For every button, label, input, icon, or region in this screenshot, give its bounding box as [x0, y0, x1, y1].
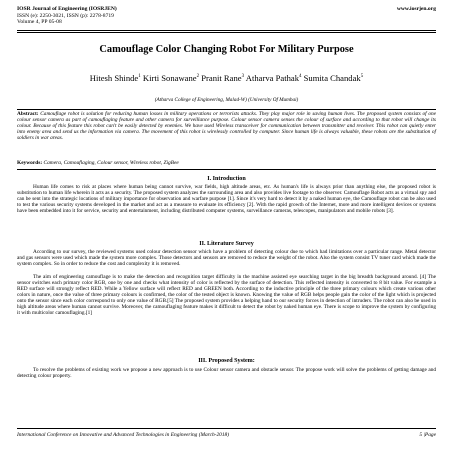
abstract — [17, 112, 436, 142]
intro-paragraph: Human life comes to risk at places where human being cannot survive, war fields, high altitude areas, etc. As human's life is always prior than anything else, the proposed robot is substitution to human life wherein it acts as a security. The proposed system analyzes the surrounding area and also provides live footage to the observer. Camouflage Robot acts as a virtual spy and can be sent into the strategic locations of military importance for observation and warfare purpose [1]. Since it's very hard to detect it by a naked human eye, the Camouflage robot can be also used to test the various security systems developed in the market and act as a measure to evaluate its efficiency [2]. With the rapid growth of the Internet, more and more intelligent devices or systems have been embedded into it for service, security and entertainment, including distributed computer systems, surveillance cameras, telescopes, manipulators and mobile robots [3]. — [17, 184, 436, 215]
journal-website[interactable]: www.iosrjen.org — [396, 6, 436, 12]
page-number: 5 |Page — [419, 432, 436, 438]
author-mark: 2 — [196, 74, 200, 79]
journal-volume: Volume 4, PP 05-08 — [17, 19, 62, 26]
author-mark: 5 — [360, 74, 364, 79]
footer-conference: International Conference on Innovative and Advanced Technologies in Engineering (March-2018) — [17, 432, 230, 438]
journal-issn: ISSN (e): 2250-3021, ISSN (p): 2278-8719 — [17, 12, 114, 19]
footer-rule — [17, 428, 436, 429]
proposed-system-paragraph: To resolve the problems of existing work we propose a new approach is to use Colour sensor camera and obstacle sensor. The propose work will solve the problems of getting damage and detecting colour property. — [17, 367, 436, 380]
author-mark: 3 — [241, 74, 245, 79]
author-mark: 1 — [138, 74, 141, 79]
affiliation: (Atharva College of Engineering, Malad-W) (University Of Mumbai) — [154, 97, 299, 103]
author-name: Kirti Sonawane — [142, 72, 197, 83]
keywords-text: Camera, Camouflaging, Colour sensor, Wireless robot, ZigBee — [43, 160, 179, 166]
author-mark: 4 — [299, 74, 302, 79]
section-heading-introduction: I. Introduction — [207, 176, 246, 182]
author-name: Hitesh Shinde — [89, 72, 139, 83]
section-heading-proposed-system: III. Proposed System: — [198, 358, 255, 364]
abstract-rule-bottom — [17, 169, 436, 170]
author-list — [60, 72, 393, 83]
journal-header — [17, 6, 436, 26]
author-name: Atharva Pathak — [245, 72, 299, 83]
abstract-text: Camouflage robot is solution for reducing human losses in military operations or terrorists attacks. They play major role in saving human lives. The proposed system consists of one colour sensor camera as part of camouflaging feature and other camera for surveillance purpose. Colour sensor camera senses the colour of surface and according to that robot will change its colour. Because of this feature this robot can't be easily detected by enemies. We have used Wireless transceiver for communication between transmitter and receiver. This robot can quietly enter into enemy area and send us the information via camera. The movement of this robot is wirelessly controlled by computer. Since human life is always valuable, these robots are the substitution of soldiers in war areas. — [17, 111, 436, 141]
abstract-label: Abstract: — [17, 111, 39, 117]
section-heading-literature-survey: II. Literature Survey — [199, 241, 254, 247]
header-rule-double — [17, 32, 436, 33]
keywords-label: Keywords: — [17, 160, 43, 166]
journal-name: IOSR Journal of Engineering (IOSRJEN) — [17, 6, 117, 12]
page-footer — [17, 432, 436, 438]
paper-title: Camouflage Color Changing Robot For Military Purpose — [99, 44, 354, 55]
keywords — [17, 160, 436, 166]
abstract-rule-top — [17, 109, 436, 110]
author-name: Sumita Chandak — [303, 72, 361, 83]
literature-paragraph-2: The aim of engineering camouflage is to make the detection and recognition target difficulty in the machine assisted eye searching target in the big breadth background around. [4] The sensor switches each primary color RGB, one by one and checks what intensity of color is reflected by the surface of detection. This reflected intensity is converted to 8 bit value. For example a RED surface will strongly reflect RED. While a Yellow surface will reflect RED and GREEN both. According to the inductive principle of the three primary colours which create various other colors in nature, once the value of three primary colours is confirmed, the color of the tested object is known. Knowing the value of RGB helps people gain the color of the light which is projected onto the sensor since each color correspond to only one value of RGB.[5] The proposed system provides a helping hand to our security forces in detection of intruders. The robot can also be used in high altitude areas where human cannot survive. Moreover, the camouflaging feature makes it difficult to detect the robot by naked human eye. There is scope to improve the system by configuring it with multicolor camouflaging.[1] — [17, 274, 436, 317]
literature-paragraph-1: According to our survey, the reviewed systems used colour detection sensor which have a problem of detecting colour due to which had limitations over a particular range. Metal detector and gas sensors were used which made the system more complex. Those detectors and sensors are removed to reduce the weight of the robot. Also the system consist TV tuner card which made the system complex. So in order to reduce the cost and complexity it is removed. — [17, 249, 436, 268]
author-name: Pranit Rane — [201, 72, 242, 83]
